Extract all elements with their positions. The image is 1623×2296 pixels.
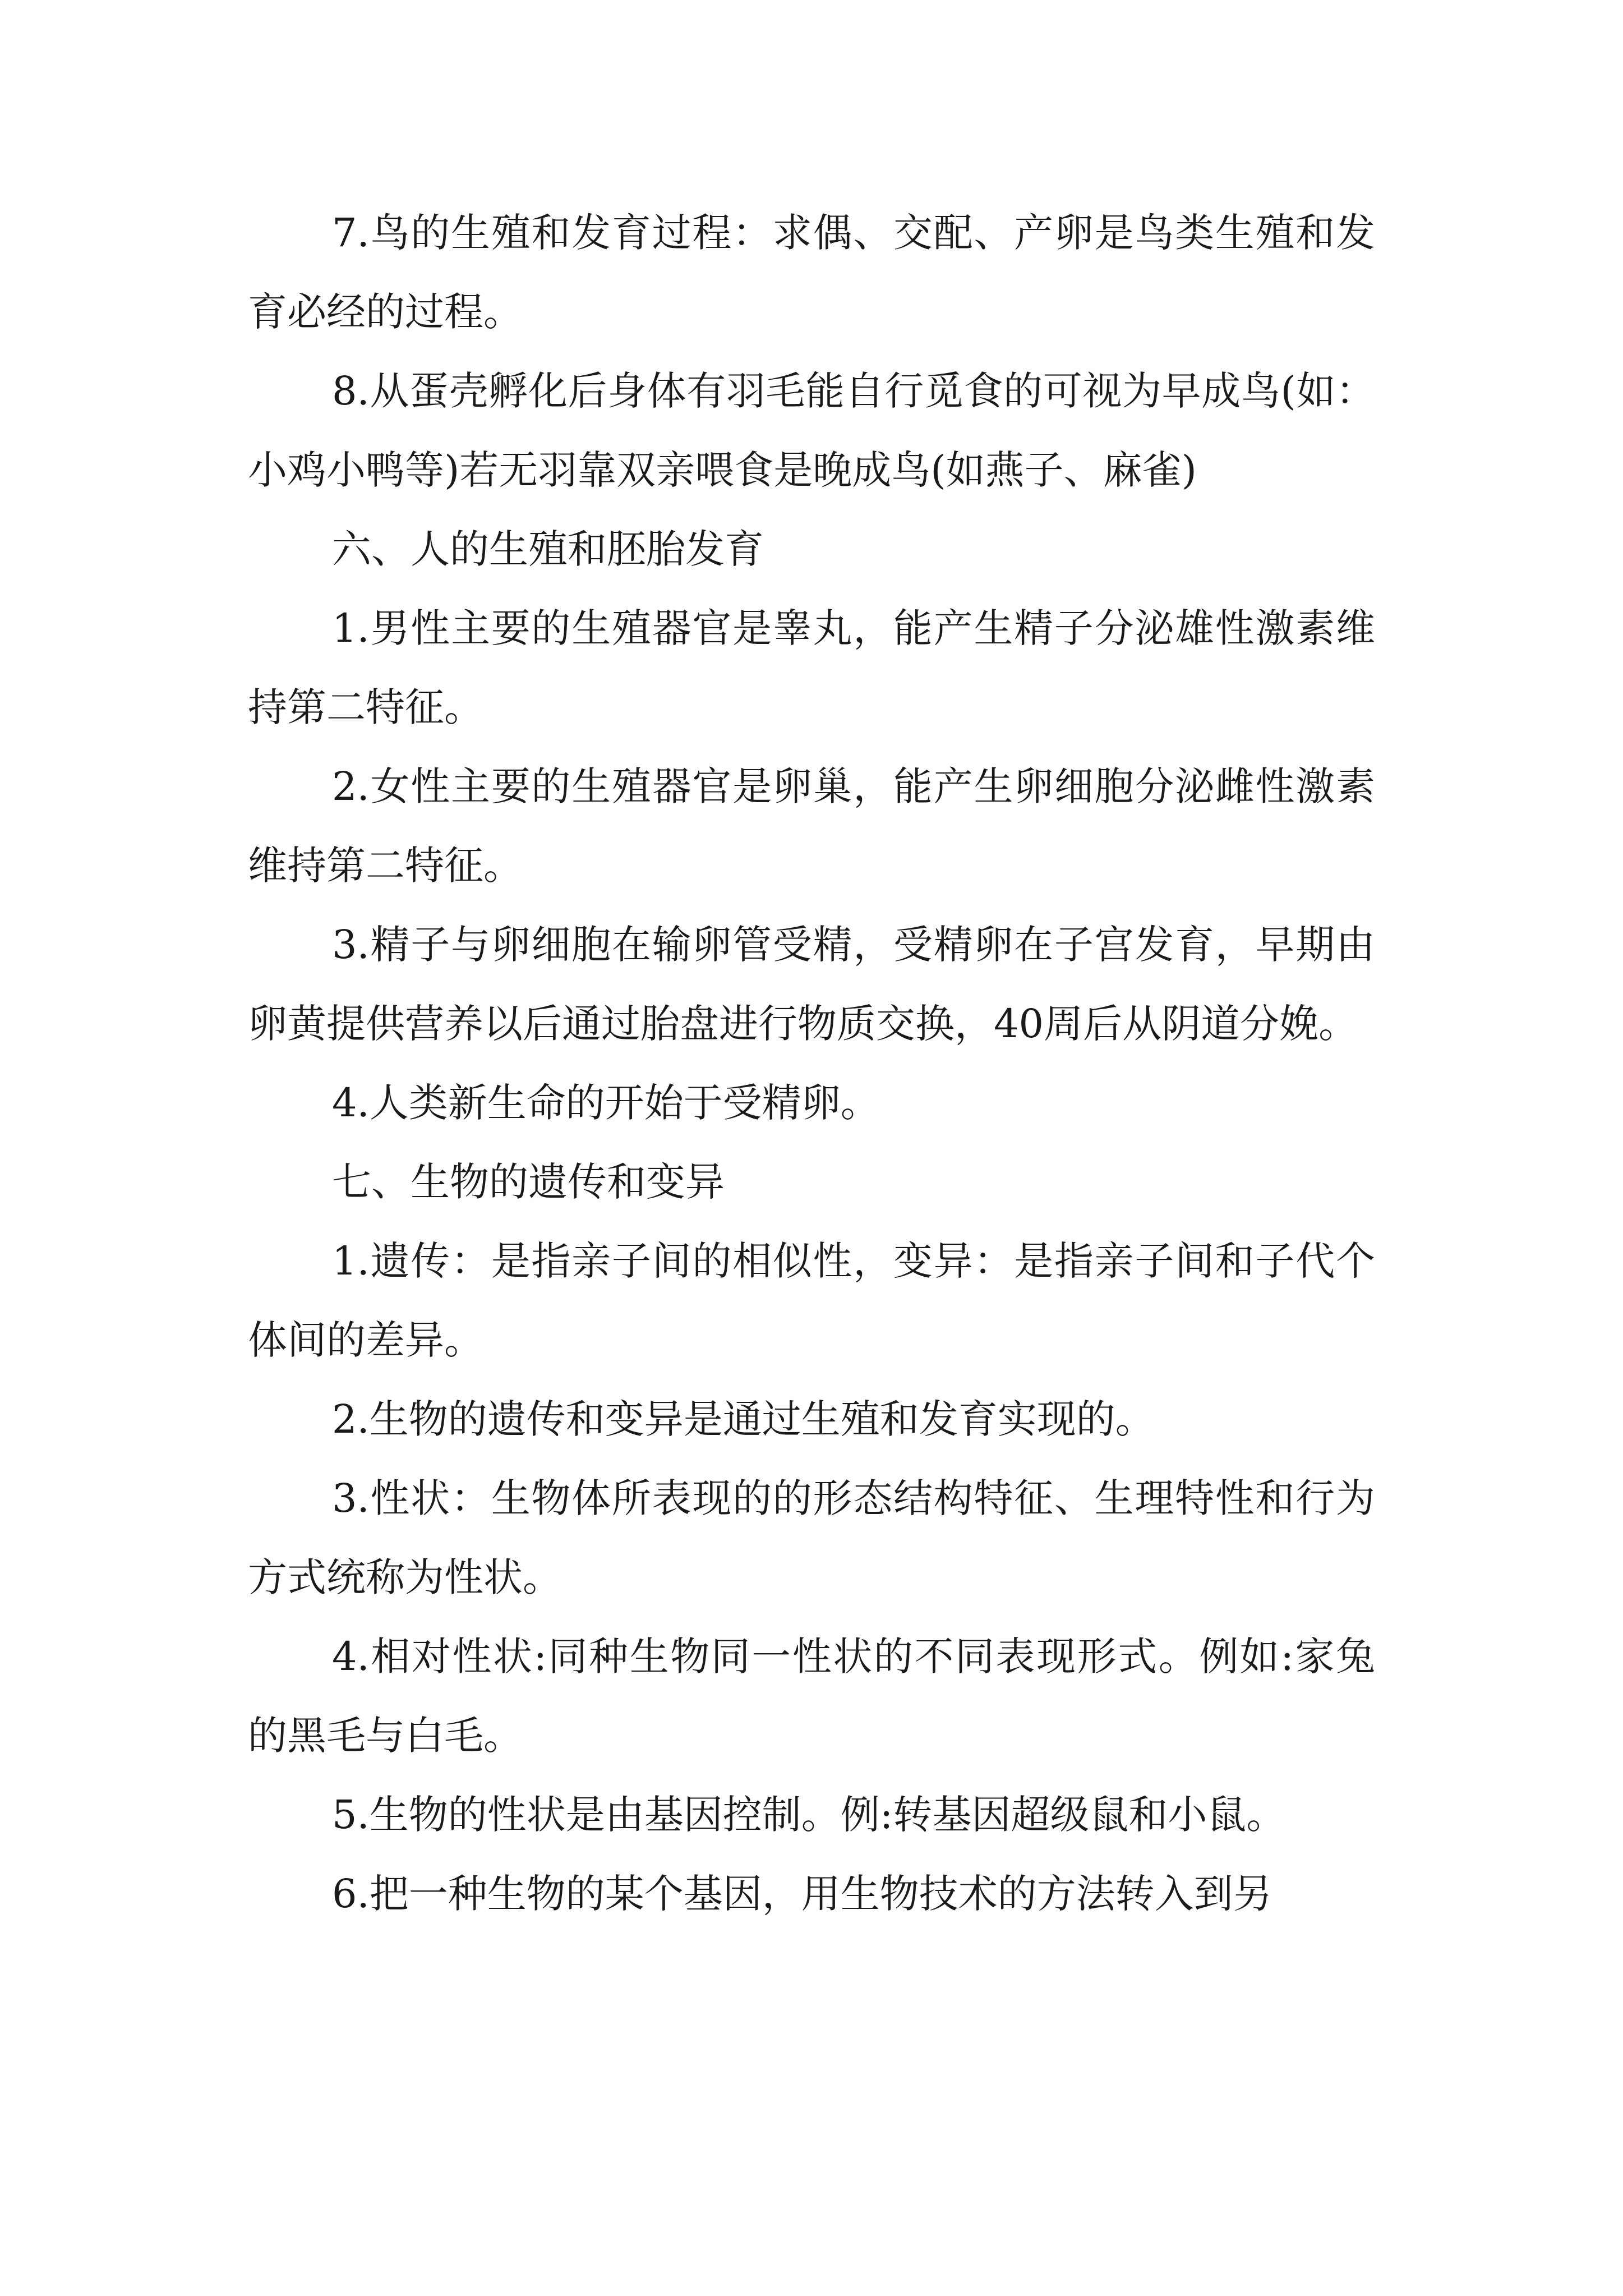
paragraph-heredity-mechanism: 2.生物的遗传和变异是通过生殖和发育实现的。: [332, 1396, 1155, 1442]
paragraph-precocial-altricial: 8.从蛋壳孵化后身体有羽毛能自行觅食的可视为早成鸟(如：小鸡小鸭等)若无羽靠双亲喂食是晚成鸟(如燕子、麻雀): [248, 368, 1375, 493]
body-text: [248, 194, 1375, 1934]
paragraph-fertilization: 3.精子与卵细胞在输卵管受精，受精卵在子宫发育，早期由卵黄提供营养以后通过胎盘进行物质交换，40周后从阴道分娩。: [248, 922, 1375, 1047]
paragraph-bird-reproduction: 7.鸟的生殖和发育过程：求偶、交配、产卵是鸟类生殖和发育必经的过程。: [248, 210, 1375, 335]
paragraph-heredity-definition: 1.遗传：是指亲子间的相似性，变异：是指亲子间和子代个体间的差异。: [248, 1238, 1375, 1363]
paragraph-gene-control: 5.生物的性状是由基因控制。例:转基因超级鼠和小鼠。: [332, 1792, 1286, 1838]
paragraph-new-life: 4.人类新生命的开始于受精卵。: [332, 1080, 880, 1126]
paragraph-female-organs: 2.女性主要的生殖器官是卵巢，能产生卵细胞分泌雌性激素维持第二特征。: [248, 763, 1375, 889]
paragraph-relative-traits: 4.相对性状:同种生物同一性状的不同表现形式。例如:家兔的黑毛与白毛。: [248, 1634, 1375, 1759]
section-heading-heredity-variation: 七、生物的遗传和变异: [332, 1159, 725, 1205]
paragraph-gene-transfer: 6.把一种生物的某个基因，用生物技术的方法转入到另: [332, 1871, 1272, 1917]
paragraph-traits: 3.性状：生物体所表现的的形态结构特征、生理特性和行为方式统称为性状。: [248, 1475, 1375, 1600]
section-heading-human-reproduction: 六、人的生殖和胚胎发育: [332, 526, 764, 572]
paragraph-male-organs: 1.男性主要的生殖器官是睾丸，能产生精子分泌雄性激素维持第二特征。: [248, 605, 1375, 730]
